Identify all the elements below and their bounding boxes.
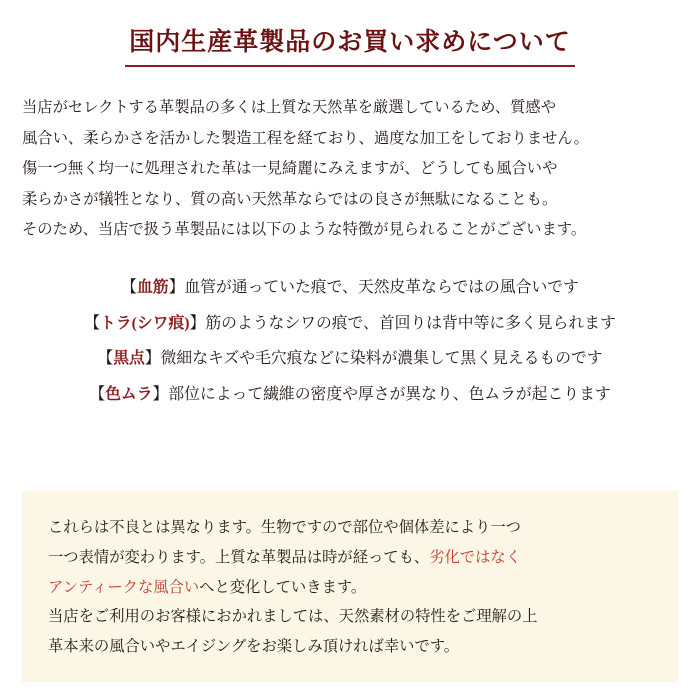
note-line bbox=[48, 543, 652, 573]
title-container bbox=[0, 0, 700, 67]
note-box bbox=[22, 491, 678, 682]
bracket-open: 【 bbox=[121, 278, 137, 296]
note-segment: 当店をご利用のお客様におかれましては、天然素材の特性をご理解の上 bbox=[48, 608, 538, 626]
note-segment: へと変化していきます。 bbox=[199, 578, 367, 596]
note-segment: 一つ表情が変わります。上質な革製品は時が経っても、 bbox=[48, 548, 430, 566]
list-item bbox=[0, 377, 700, 413]
bracket-close: 】 bbox=[144, 350, 161, 368]
bracket-open: 【 bbox=[97, 350, 114, 368]
intro-line: そのため、当店で扱う革製品には以下のような特徴が見られることがございます。 bbox=[22, 221, 587, 239]
list-item bbox=[0, 341, 700, 377]
note-line bbox=[48, 513, 652, 543]
bracket-close: 】 bbox=[168, 278, 185, 296]
feature-term: 黒点 bbox=[113, 350, 145, 368]
note-line bbox=[48, 602, 652, 632]
intro-paragraph bbox=[22, 93, 678, 246]
bracket-open: 【 bbox=[89, 385, 106, 403]
feature-term: 血筋 bbox=[136, 278, 169, 296]
intro-line: 傷一つ無く均一に処理された革は一見綺麗にみえますが、どうしても風合いや bbox=[22, 160, 558, 178]
bracket-close: 】 bbox=[152, 385, 169, 403]
feature-description: 筋のようなシワの痕で、首回りは背中等に多く見られます bbox=[205, 314, 616, 332]
note-segment-highlight: 劣化ではなく bbox=[429, 548, 521, 566]
note-segment-highlight: アンティークな風合い bbox=[48, 578, 200, 596]
feature-description: 微細なキズや毛穴痕などに染料が濃集して黒く見えるものです bbox=[160, 350, 603, 368]
list-item bbox=[0, 270, 700, 306]
intro-line: 当店がセレクトする革製品の多くは上質な天然革を厳選しているため、質感や bbox=[22, 99, 557, 116]
list-item bbox=[0, 306, 700, 342]
note-line bbox=[48, 632, 652, 662]
note-segment: 革本来の風合いやエイジングをお楽しみ頂ければ幸いです。 bbox=[48, 638, 460, 656]
bracket-close: 】 bbox=[189, 314, 206, 332]
note-segment: これらは不良とは異なります。生物ですので部位や個体差により一つ bbox=[48, 518, 521, 536]
bracket-open: 【 bbox=[84, 314, 101, 332]
intro-line: 柔らかさが犠牲となり、質の高い天然革ならではの良さが無駄になることも。 bbox=[22, 190, 558, 208]
feature-description: 部位によって繊維の密度や厚さが異なり、色ムラが起こります bbox=[168, 385, 611, 403]
feature-list bbox=[0, 270, 700, 412]
feature-description: 血管が通っていた痕で、天然皮革ならではの風合いです bbox=[184, 278, 579, 296]
page-title: 国内生産革製品のお買い求めについて bbox=[125, 22, 575, 67]
note-line bbox=[48, 573, 652, 603]
feature-term: 色ムラ bbox=[105, 385, 153, 403]
feature-term: トラ(シワ痕) bbox=[100, 314, 190, 332]
intro-line: 風合い、柔らかさを活かした製造工程を経ており、過度な加工をしておりません。 bbox=[22, 129, 589, 147]
